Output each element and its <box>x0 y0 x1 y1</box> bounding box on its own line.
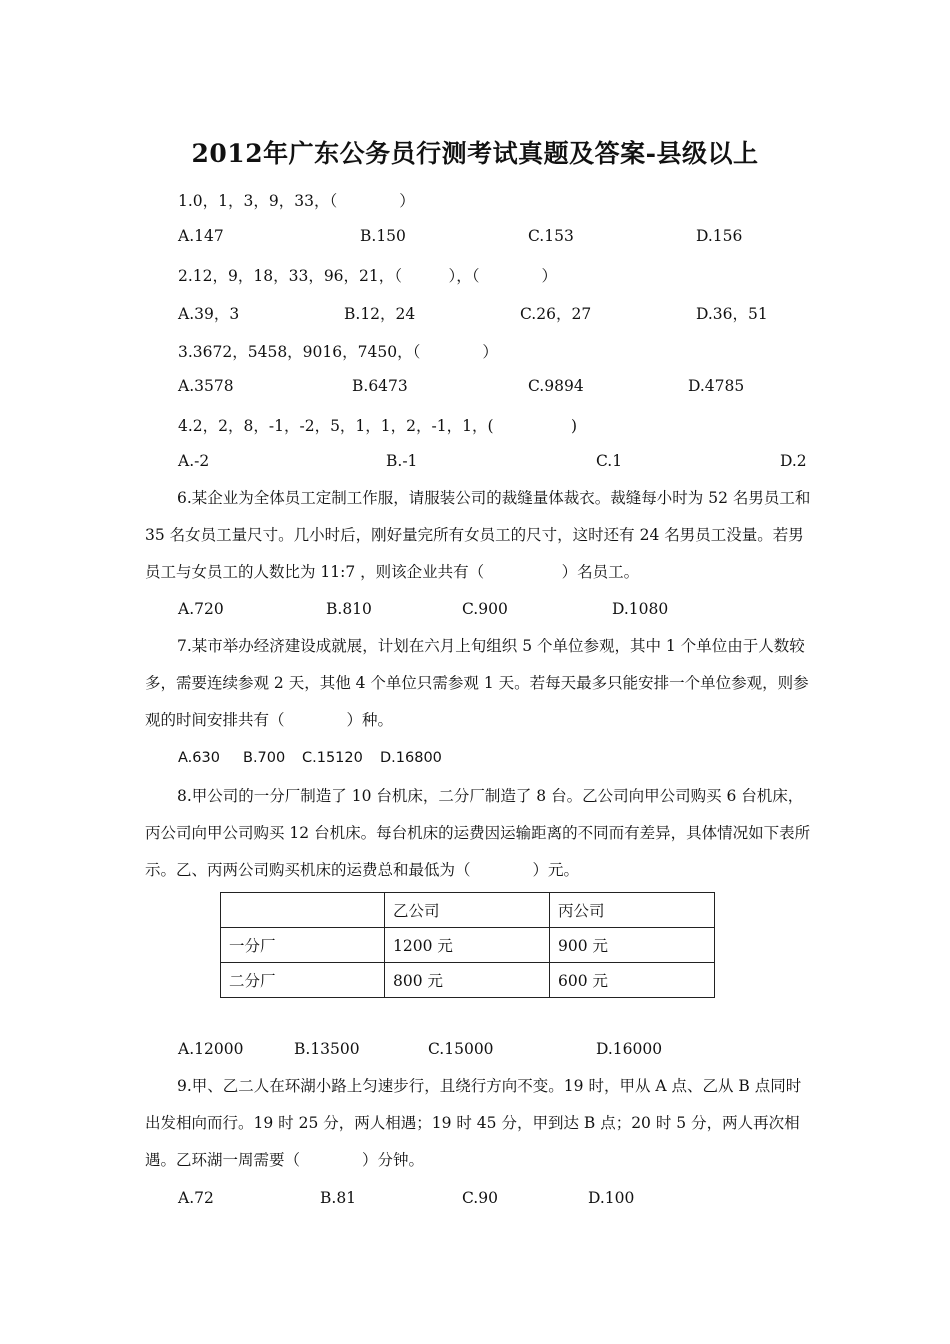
table-header-row <box>221 893 715 928</box>
question-1-stem: 1.0，1，3，9，33，（ ） <box>178 192 415 210</box>
question-9-option-c: C.90 <box>462 1189 498 1207</box>
question-4-option-b: B.-1 <box>386 452 418 470</box>
question-1-option-b: B.150 <box>360 227 406 245</box>
table-row <box>221 928 715 963</box>
question-1-option-a: A.147 <box>178 227 224 245</box>
question-9-option-b: B.81 <box>320 1189 357 1207</box>
table-cell: 800 元 <box>385 963 550 998</box>
table-row <box>221 963 715 998</box>
question-8-option-b: B.13500 <box>294 1040 360 1058</box>
question-6-stem: 6.某企业为全体员工定制工作服，请服装公司的裁缝量体裁衣。裁缝每小时为 52 名男员工和 35 名女员工量尺寸。几小时后，刚好量完所有女员工的尺寸，这时还有 24 名男员工没量。若男员工与女员工的人数比为 11:7 ，则该企业共有（ ）名员工。 <box>145 489 811 581</box>
question-8-stem: 8.甲公司的一分厂制造了 10 台机床，二分厂制造了 8 台。乙公司向甲公司购买 6 台机床，丙公司向甲公司购买 12 台机床。每台机床的运费因运输距离的不同而有差异，具体情况如下表所示。乙、丙两公司购买机床的运费总和最低为（ ）元。 <box>145 787 811 879</box>
table-header-cell <box>221 893 385 928</box>
table-header-cell: 乙公司 <box>385 893 550 928</box>
question-6-option-c: C.900 <box>462 600 508 618</box>
question-8-option-a: A.12000 <box>178 1040 244 1058</box>
table-cell: 900 元 <box>550 928 715 963</box>
table-cell: 600 元 <box>550 963 715 998</box>
question-1-option-d: D.156 <box>696 227 743 245</box>
document-title: 2012年广东公务员行测考试真题及答案-县级以上 <box>191 139 759 168</box>
question-2-stem: 2.12，9，18，33，96，21，（ ），（ ） <box>178 267 558 285</box>
question-6-option-b: B.810 <box>326 600 372 618</box>
question-7-option-d: D.16800 <box>380 750 442 766</box>
question-8-option-c: C.15000 <box>428 1040 494 1058</box>
question-2-option-b: B.12，24 <box>344 305 416 323</box>
question-4-option-d: D.2 <box>780 452 807 470</box>
question-6-option-d: D.1080 <box>612 600 669 618</box>
table-header-cell: 丙公司 <box>550 893 715 928</box>
question-2-option-a: A.39，3 <box>178 305 240 323</box>
table-cell: 一分厂 <box>221 928 385 963</box>
question-3-option-c: C.9894 <box>528 377 584 395</box>
question-9-stem: 9.甲、乙二人在环湖小路上匀速步行，且绕行方向不变。19 时，甲从 A 点、乙从 B 点同时出发相向而行。19 时 25 分，两人相遇；19 时 45 分，甲到达 B 点；20 时 5 分，两人再次相遇。乙环湖一周需要（ ）分钟。 <box>145 1077 802 1169</box>
question-9-option-d: D.100 <box>588 1189 635 1207</box>
freight-cost-table <box>220 892 715 998</box>
question-6-option-a: A.720 <box>178 600 224 618</box>
question-8-option-d: D.16000 <box>596 1040 663 1058</box>
question-3-option-d: D.4785 <box>688 377 745 395</box>
question-3-stem: 3.3672，5458，9016，7450，（ ） <box>178 343 498 361</box>
question-9-option-a: A.72 <box>178 1189 214 1207</box>
question-4-option-a: A.-2 <box>178 452 210 470</box>
question-7-option-c: C.15120 <box>302 750 363 766</box>
question-3-option-b: B.6473 <box>352 377 408 395</box>
question-7-option-a: A.630 <box>178 750 220 766</box>
question-2-option-d: D.36，51 <box>696 305 768 323</box>
table-cell: 1200 元 <box>385 928 550 963</box>
question-7-option-b: B.700 <box>243 750 286 766</box>
question-4-stem: 4.2，2，8，-1，-2，5，1，1，2，-1，1，( ) <box>178 417 578 435</box>
question-2-option-c: C.26，27 <box>520 305 592 323</box>
question-3-option-a: A.3578 <box>178 377 234 395</box>
question-1-option-c: C.153 <box>528 227 574 245</box>
table-cell: 二分厂 <box>221 963 385 998</box>
question-4-option-c: C.1 <box>596 452 623 470</box>
question-7-stem: 7.某市举办经济建设成就展，计划在六月上旬组织 5 个单位参观，其中 1 个单位由于人数较多，需要连续参观 2 天，其他 4 个单位只需参观 1 天。若每天最多只能安排一个单位参观，则参观的时间安排共有（ ）种。 <box>145 637 809 729</box>
